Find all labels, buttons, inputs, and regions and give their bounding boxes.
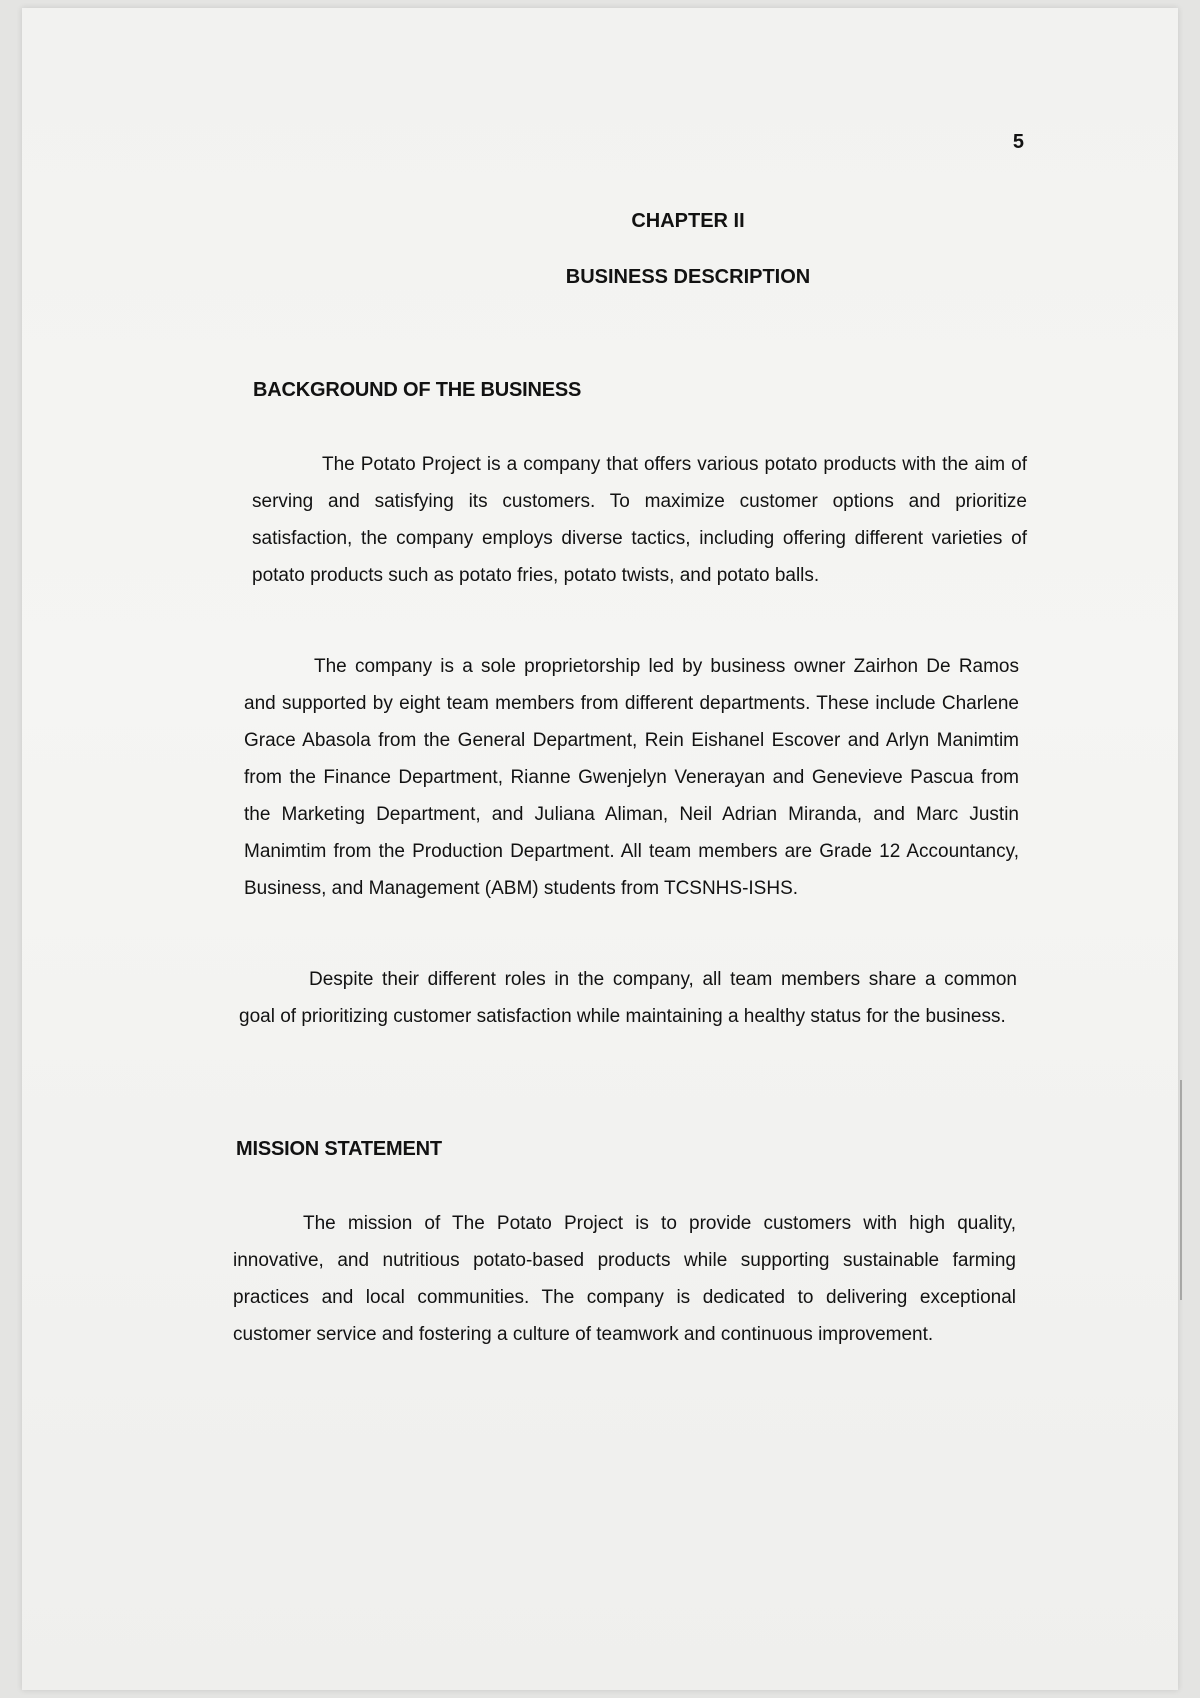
page-number: 5 bbox=[1012, 131, 1024, 153]
paragraph-background-3: Despite their different roles in the company, all team members share a common goal of prioritizing customer satisfaction while maintaining a healthy status for the business. bbox=[239, 969, 1017, 1027]
page-edge-shadow bbox=[1180, 1080, 1182, 1300]
paragraph-background-2: The company is a sole proprietorship led by business owner Zairhon De Ramos and supported by eight team members from different departments. These include Charlene Grace Abasola from the General Department, Rein Eishanel Escover and Arlyn Manimtim from the Finance Department, Rianne Gwenjelyn Venerayan and Genevieve Pascua from the Marketing Department, and Juliana Aliman, Neil Adrian Miranda, and Marc Justin Manimtim from the Production Department. All team members are Grade 12 Accountancy, Business, and Management (ABM) students from TCSNHS-ISHS. bbox=[244, 656, 1019, 899]
chapter-title: BUSINESS DESCRIPTION bbox=[565, 266, 811, 288]
section-heading-background: BACKGROUND OF THE BUSINESS bbox=[253, 379, 582, 401]
section-heading-mission: MISSION STATEMENT bbox=[236, 1138, 442, 1160]
paragraph-mission-1: The mission of The Potato Project is to provide customers with high quality, innovative, and nutritious potato-based products while supporting sustainable farming practices and local communities. The company is dedicated to delivering exceptional customer service and fostering a culture of teamwork and continuous improvement. bbox=[233, 1213, 1016, 1345]
paragraph-background-1: The Potato Project is a company that offers various potato products with the aim of serving and satisfying its customers. To maximize customer options and prioritize satisfaction, the company employs diverse tactics, including offering different varieties of potato products such as potato fries, potato twists, and potato balls. bbox=[252, 454, 1027, 586]
chapter-heading: CHAPTER II bbox=[631, 210, 745, 232]
